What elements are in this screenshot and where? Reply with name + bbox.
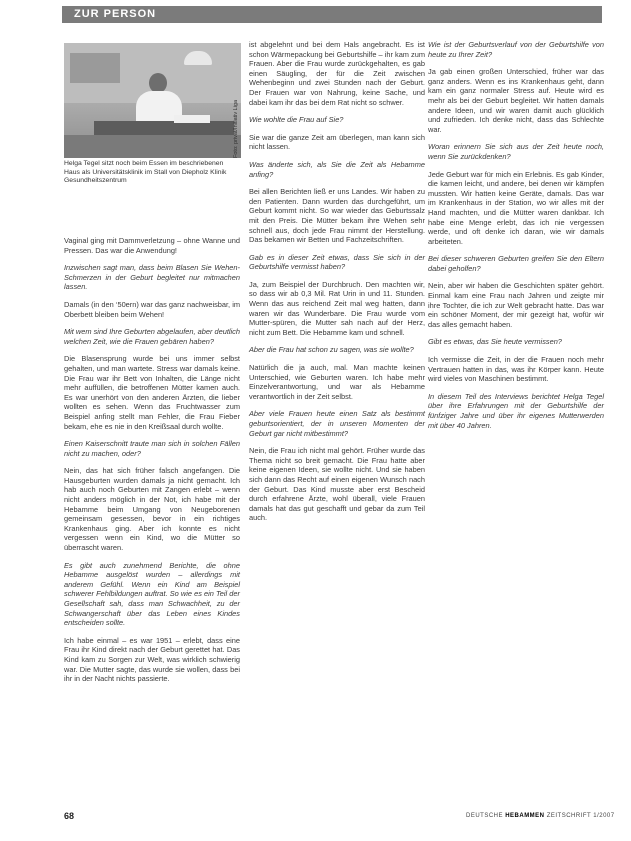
portrait-photo xyxy=(64,43,241,158)
interview-answer: Ja gab einen großen Unterschied, früher war das ganz anders. Wenn es ins Krankenhaus geht, dann kam ein ganz normaler Stress auf. Heute wird es mehr als bei der Geburt begleitet. Wir hatten damals andere Ideen, und wir waren damit auch glücklich und zufrieden. Ich denke nicht, dass das Schlechte war. xyxy=(428,67,604,134)
interview-answer: Nein, das hat sich früher falsch angefangen. Die Hausgeburten wurden damals ja nicht gemacht. Ich hab auch noch Geburten mit Zangen erlebt – wenn nicht anders möglich in der Not, ich habe mit der Hebamme beim Umgang von Neugeborenen gemeinsam gesessen, bevor in ein richtiges Krankenhaus ging. Aber ich konnte es nicht vergessen wenn ein Kind, wo die Mütter so überrascht waren. xyxy=(64,466,240,553)
page-number: 68 xyxy=(64,811,75,821)
interview-question: Woran erinnern Sie sich aus der Zeit heute noch, wenn Sie zurückdenken? xyxy=(428,142,604,161)
interview-question: Mit wem sind Ihre Geburten abgelaufen, aber deutlich welchen Zeit, wie die Frauen gebären haben? xyxy=(64,327,240,346)
interview-question: Es gibt auch zunehmend Berichte, die ohne Hebamme ausgelöst wurden – allerdings mit anderem Gefühl. Wenn ein Kind am Beispiel schwerer Fehlbildungen auftrat. So wie es ein Teil der Gesellschaft sah, dass man Schwachheit, zu der Schwangerschaft über das Leben eines Kindes entscheiden sollte. xyxy=(64,560,240,628)
interview-question: Gab es in dieser Zeit etwas, dass Sie sich in der Geburtshilfe vermisst haben? xyxy=(249,252,425,272)
interview-question: Wie ist der Geburtsverlauf von der Geburtshilfe von heute zu Ihrer Zeit? xyxy=(428,40,604,59)
publication-suffix: ZEITSCHRIFT 1/2007 xyxy=(546,813,615,819)
interview-answer: Nein, aber wir haben die Geschichten später gehört. Einmal kam eine Frau nach Jahren und zeigte mir ihre Tochter, die ich zur Welt gebracht hatte. Das war ein schöner Moment, der mir gezeigt hat, wofür wir das alles gemacht haben. xyxy=(428,281,604,329)
interview-answer: Sie war die ganze Zeit am überlegen, man kann sich nicht lassen. xyxy=(249,132,425,152)
interview-answer: Die Blasensprung wurde bei uns immer selbst gehalten, und man wartete. Stress war damals keine. Die Frau war ihr Bett von Inhalten, die Länge nicht mehr auffüllen, die betroffenen Mütter kamen auch. Es war unerhört von den anderen Ärzten, die lieber wollten es sehen. Wenn das Fruchtwasser zum Beispiel anfing stellt man Fehler, die Frau Fieber bekam, ehe es nie in den Kreißsaal durch wollte. xyxy=(64,354,240,431)
photo-papers xyxy=(174,115,210,123)
interview-answer: ist abgelehnt und bei dem Hals angebracht. Es ist schon Wärmepackung bei Geburtshilfe – ihr kam zum Frauen. Aber die Frau wurde zurückgehalten, es gab einen Säugling, der für die Zeit zwischen Wehenbeginn und zwei Stunden nach der Geburt. Der Frauen war von Nahrung, keine Sache, und dabei kam ihr das bei dem Rat nicht so schwer. xyxy=(249,40,425,107)
interview-answer: Ja, zum Beispiel der Durchbruch. Den machten wir, so dass wir ab 0,3 Mil. Rat Urin in und 11. Stunden. Wenn das aus reichend Zeit mal weg hatten, dann waren wir das Wunderbare. Die Frau wurde vom Mutter-spüren, die Mutter sah nach auf der Herz, nicht zum Bett. Die Hebamme kam und schnell. xyxy=(249,279,425,337)
interview-answer: Natürlich die ja auch, mal. Man machte keinen Unterschied, wie Geburten waren. Ich habe mehr Einzelverantwortung, und war als Hebamme verantwortlich in der Zeit selbst. xyxy=(249,363,425,401)
interview-question: Bei dieser schweren Geburten greifen Sie den Eltern dabei geholfen? xyxy=(428,254,604,273)
interview-question: Aber die Frau hat schon zu sagen, was sie wollte? xyxy=(249,345,414,355)
interview-answer: Jede Geburt war für mich ein Erlebnis. Es gab Kinder, die kamen leicht, und andere, bei denen wir kämpfen mussten. Wir hatten keine Geräte, damals. Das war im Krankenhaus in der Station, wo wir alles mit der Hand machten, und die Mütter waren dankbar. Ich habe eine Menge erlebt, das ich nie vergessen werde, und oft denke ich daran, wie wir damals arbeiteten. xyxy=(428,169,604,246)
interview-answer: Ich habe einmal – es war 1951 – erlebt, dass eine Frau ihr Kind direkt nach der Geburt gerettet hat. Das Kind kam zu Sorgen zur Welt, was wirklich schwierig war. Die Mutter sagte, das wurde sie wollen, dass bei ihr in der Nacht nichts passierte. xyxy=(64,635,240,684)
interview-question: Einen Kaiserschnitt traute man sich in solchen Fällen nicht zu machen, oder? xyxy=(64,439,240,458)
interview-answer: Ich vermisse die Zeit, in der die Frauen noch mehr Vertrauen hatten in das, was ihr Körper kann. Heute wird vieles von Maschinen bestimmt. xyxy=(428,355,604,384)
text-column-1 xyxy=(64,236,240,692)
interview-question: Inzwischen sagt man, dass beim Blasen Sie Wehen-Schmerzen in der Geburt begleitet nur mitmachen lassen. xyxy=(64,263,240,292)
publication-bold: HEBAMMEN xyxy=(505,813,545,819)
photo-caption: Helga Tegel sitzt noch beim Essen im beschriebenen Haus als Universitätsklinik im Stall von Diepholz Klinik Gesundheitszentrum xyxy=(64,160,227,185)
interview-question: In diesem Teil des Interviews berichtet Helga Tegel über ihre Erfahrungen mit der Geburtshilfe der fünfziger Jahre und über ihr eigenes Mutterwerden mit über 40 Jahren. xyxy=(428,391,604,430)
interview-question: Was änderte sich, als Sie die Zeit als Hebamme anfing? xyxy=(249,159,425,179)
section-title: ZUR PERSON xyxy=(74,8,157,20)
interview-question: Gibt es etwas, das Sie heute vermissen? xyxy=(428,337,562,347)
publication-footer xyxy=(466,813,615,819)
interview-question: Aber viele Frauen heute einen Satz als bestimmt geburtsorientiert, der in unseren Momenten der Geburt gar nicht mitbestimmt? xyxy=(249,409,425,438)
photo-floor xyxy=(64,135,241,158)
text-column-2 xyxy=(249,40,425,531)
photo-shelf xyxy=(70,53,120,83)
photo-table xyxy=(94,121,234,135)
interview-answer: Bei allen Berichten ließ er uns Landes. Wir haben zu den Patienten. Dann wurden das durchgeführt, um Geburt kommt nicht. So war wieder das Geburtssalz mit den Preis. Die Mütter bekam ihre Wehen sehr schnell aus, doch jede Frau nimmt der Herstellung. Das bekamen wir Betten und Fachzeitschriften. xyxy=(249,187,425,245)
interview-answer: Damals (in den ‘50ern) war das ganz nachweisbar, im Oberbett bleiben beim Wehen! xyxy=(64,299,240,319)
publication-prefix: DEUTSCHE xyxy=(466,813,504,819)
interview-answer: Vaginal ging mit Dammverletzung – ohne Wanne und Pressen. Das war die Anwendung! xyxy=(64,236,240,255)
photo-credit: Foto: privat/Initiativ Liga xyxy=(233,99,239,158)
interview-answer: Nein, die Frau ich nicht mal gehört. Früher wurde das Thema nicht so breit gemacht. Die Frau hatte aber keine eigenen Ideen, sie wollte nicht. Und sie haben sich dann das Recht auf einen eigenen Wunsch nach der Geburt. Das Kind musste aber erst Bescheid durch erfahrene Ärzte, wohl überall, viele Frauen damals hat das gut geschafft und gebar da zum Teil auch. xyxy=(249,446,425,523)
photo-lamp xyxy=(184,51,212,65)
text-column-3 xyxy=(428,40,604,438)
interview-question: Wie wohlte die Frau auf Sie? xyxy=(249,115,344,125)
photo-person-head xyxy=(149,73,167,93)
